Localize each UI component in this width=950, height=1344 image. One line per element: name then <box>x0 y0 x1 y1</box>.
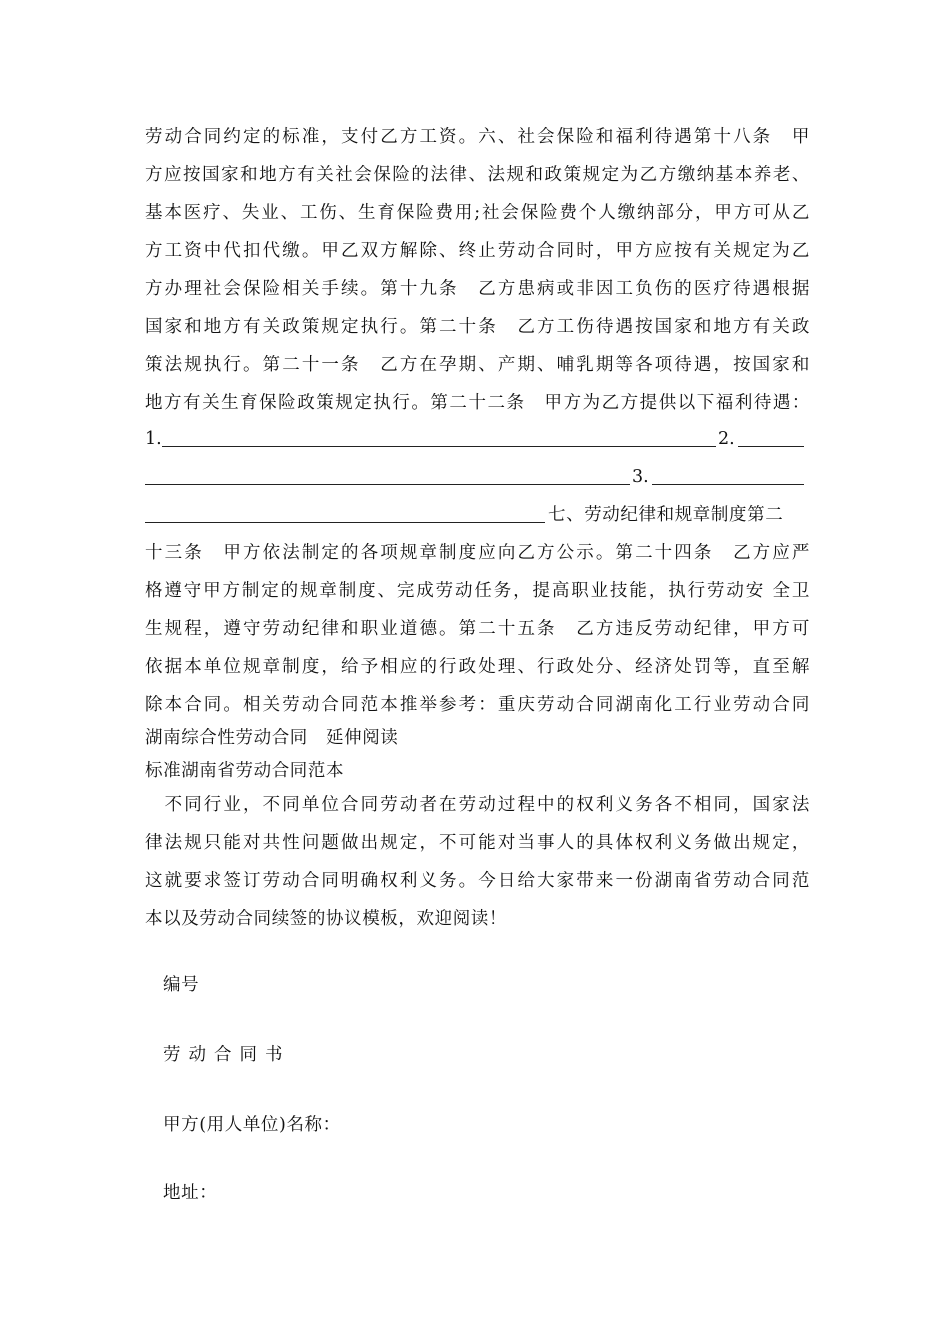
intro-line: 不同行业，不同单位合同劳动者在劳动过程中的权利义务各不相同，国家法 <box>145 795 810 815</box>
welfare-item-number: 3. <box>632 467 649 487</box>
body-line: 格遵守甲方制定的规章制度、完成劳动任务，提高职业技能，执行劳动安 全卫 <box>145 581 810 601</box>
intro-line: 这就要求签订劳动合同明确权利义务。今日给大家带来一份湖南省劳动合同范 <box>145 871 810 891</box>
party-a-name-label: 甲方(用人单位)名称： <box>163 1115 341 1135</box>
welfare-blank-2 <box>738 446 804 447</box>
body-line: 劳动合同约定的标准，支付乙方工资。六、社会保险和福利待遇第十八条 甲 <box>145 127 810 147</box>
welfare-blank-1 <box>162 446 716 447</box>
body-line-last: 湖南综合性劳动合同 延伸阅读 <box>145 728 399 748</box>
body-line: 基本医疗、失业、工伤、生育保险费用;社会保险费个人缴纳部分，甲方可从乙 <box>145 203 810 223</box>
section-title: 标准湖南省劳动合同范本 <box>145 761 345 781</box>
number-label: 编号 <box>163 975 200 995</box>
body-line: 策法规执行。第二十一条 乙方在孕期、产期、哺乳期等各项待遇，按国家和 <box>145 355 810 375</box>
body-line: 方办理社会保险相关手续。第十九条 乙方患病或非因工负伤的医疗待遇根据 <box>145 279 810 299</box>
contract-title: 劳动合同书 <box>163 1045 291 1065</box>
body-line: 除本合同。相关劳动合同范本推举参考：重庆劳动合同湖南化工行业劳动合同 <box>145 695 810 715</box>
intro-line: 律法规只能对共性问题做出规定，不可能对当事人的具体权利义务做出规定， <box>145 833 810 853</box>
section-heading-inline: 七、劳动纪律和规章制度第二 <box>548 505 784 525</box>
body-line: 方应按国家和地方有关社会保险的法律、法规和政策规定为乙方缴纳基本养老、 <box>145 165 810 185</box>
body-line: 依据本单位规章制度，给予相应的行政处理、行政处分、经济处罚等，直至解 <box>145 657 810 677</box>
body-line: 国家和地方有关政策规定执行。第二十条 乙方工伤待遇按国家和地方有关政 <box>145 317 810 337</box>
welfare-blank-2-cont <box>145 484 630 485</box>
body-line: 十三条 甲方依法制定的各项规章制度应向乙方公示。第二十四条 乙方应严 <box>145 543 810 563</box>
welfare-item-number: 2. <box>718 429 735 449</box>
welfare-blank-3-cont <box>145 522 545 523</box>
intro-line: 本以及劳动合同续签的协议模板，欢迎阅读！ <box>145 909 507 929</box>
welfare-item-number: 1. <box>145 429 162 449</box>
body-line: 方工资中代扣代缴。甲乙双方解除、终止劳动合同时，甲方应按有关规定为乙 <box>145 241 810 261</box>
body-line: 生规程，遵守劳动纪律和职业道德。第二十五条 乙方违反劳动纪律，甲方可 <box>145 619 810 639</box>
body-line: 地方有关生育保险政策规定执行。第二十二条 甲方为乙方提供以下福利待遇： <box>145 393 810 413</box>
welfare-blank-3 <box>652 484 804 485</box>
address-label: 地址： <box>163 1183 218 1203</box>
